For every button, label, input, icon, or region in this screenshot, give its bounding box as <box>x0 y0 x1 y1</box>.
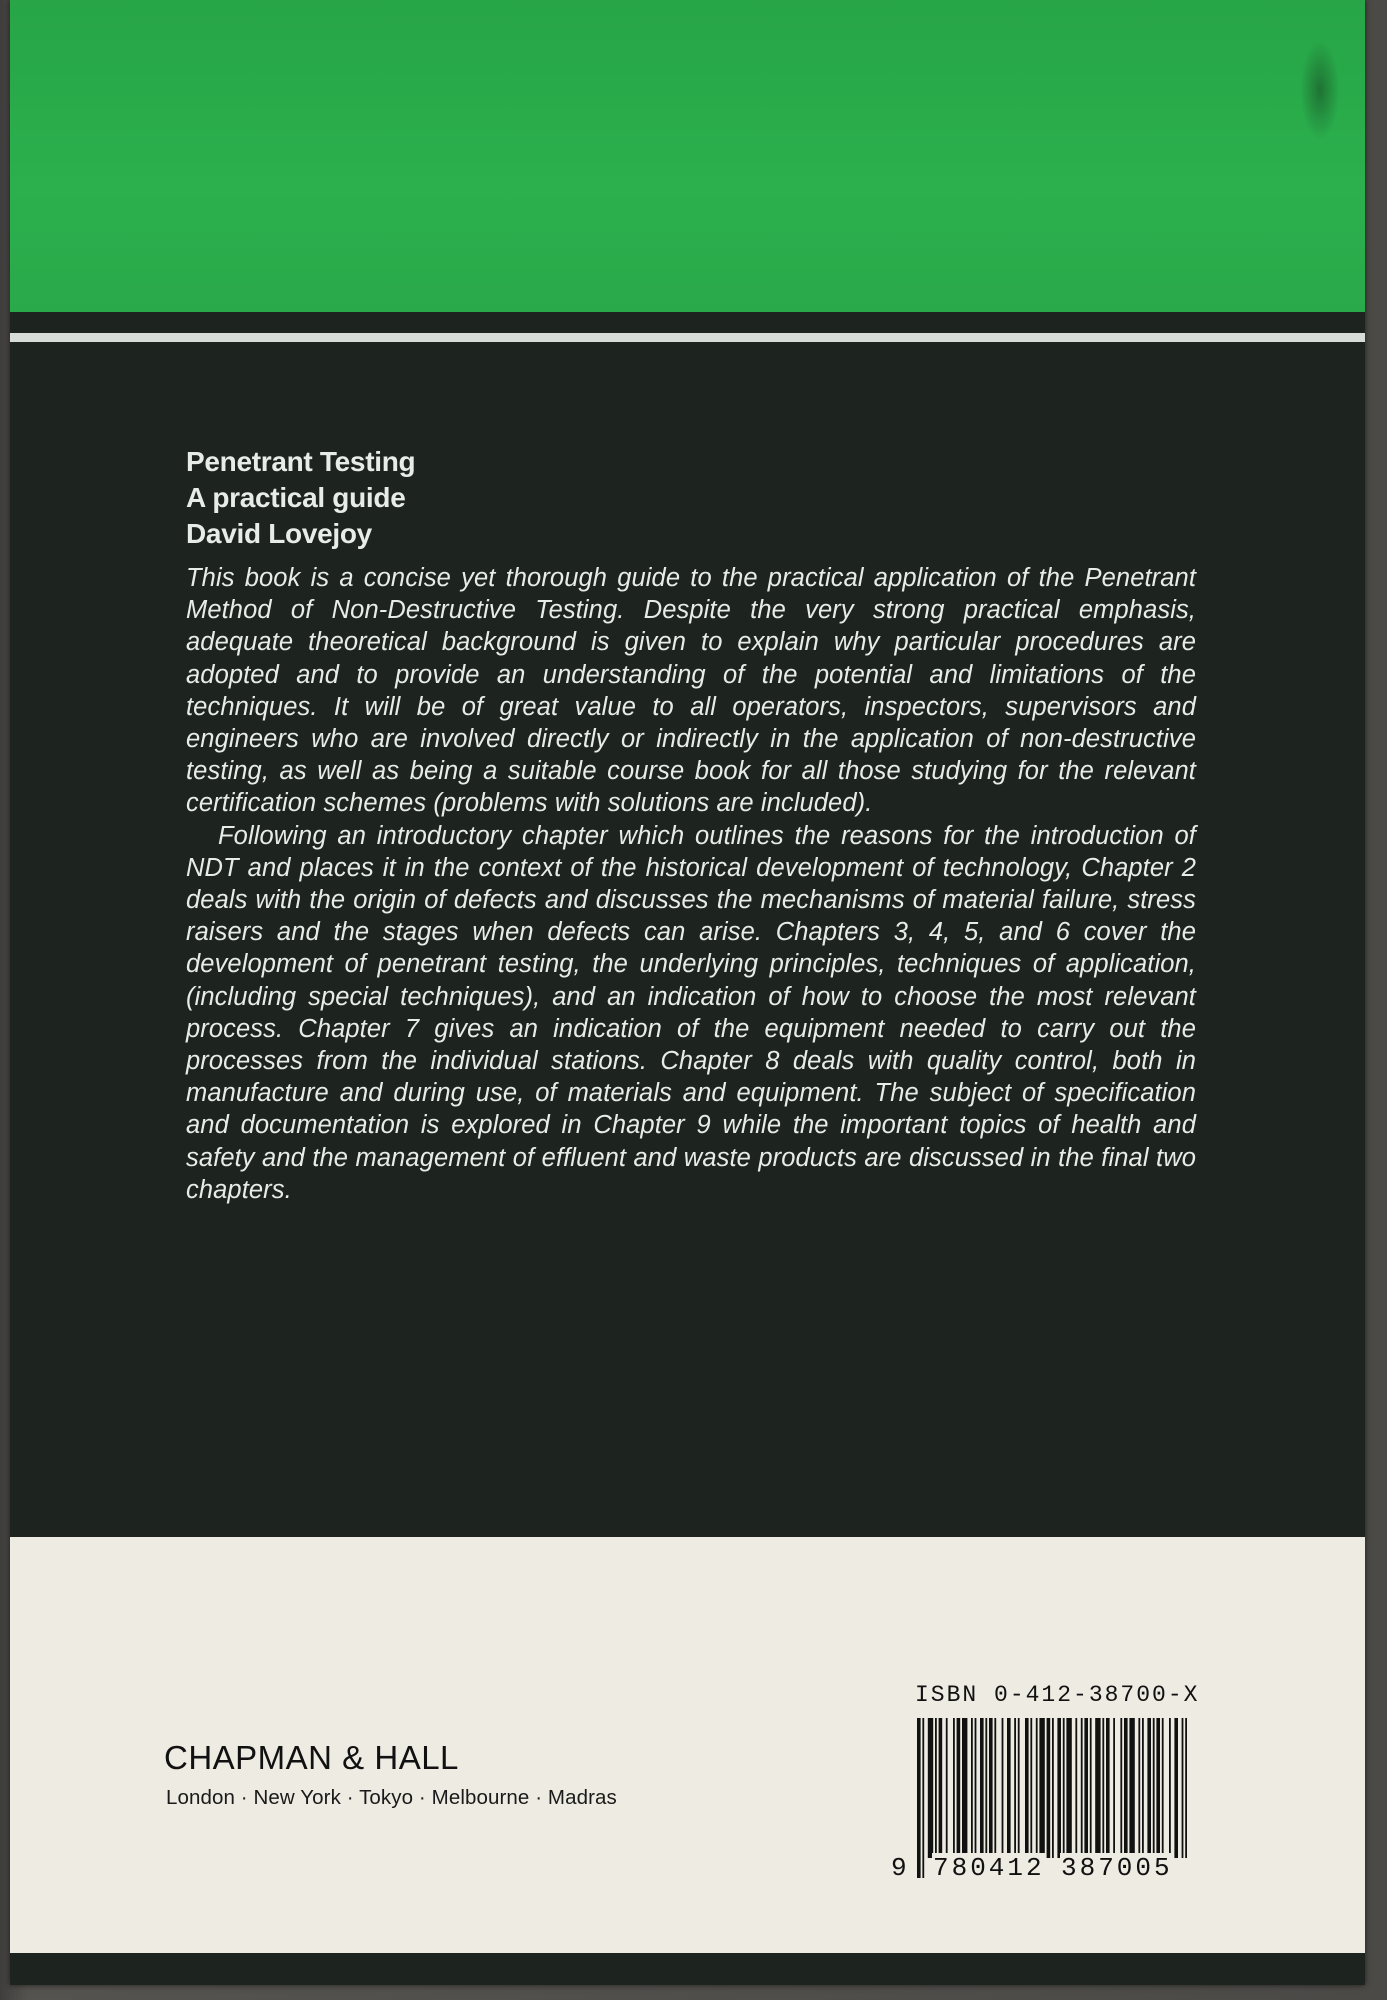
green-band <box>10 0 1365 312</box>
barcode-digits-right: 387005 <box>1061 1853 1173 1883</box>
barcode-bar <box>1052 1718 1054 1858</box>
cover-crease <box>1300 40 1340 140</box>
barcode-bar <box>1039 1718 1044 1858</box>
barcode-digit-first: 9 <box>891 1853 907 1883</box>
barcode-bar <box>1014 1718 1016 1858</box>
barcode-bar <box>1007 1718 1011 1858</box>
barcode-bar <box>1147 1718 1151 1858</box>
book-author: David Lovejoy <box>186 518 372 549</box>
barcode-bar <box>1106 1718 1110 1858</box>
barcode-bar <box>1129 1718 1134 1858</box>
barcode-bar <box>1120 1718 1122 1858</box>
blurb-block <box>186 444 1196 1206</box>
blurb-paragraph-2: Following an introductory chapter which outlines the reasons for the introduction of NDT and places it in the context of the historical development of technology, Chapter 2 deals with the origin of defects and discusses the mechanisms of material failure, stress raisers and the stages when defects can arise. Chapters 3, 4, 5, and 6 cover the development of penetrant testing, the underlying principles, techniques of application, (including special techniques), and an indication of how to choose the most relevant process. Chapter 7 gives an indication of the equipment needed to carry out the processes from the individual stations. Chapter 8 deals with quality control, both in manufacture and during use, of materials and equipment. The subject of specification and documentation is explored in Chapter 9 while the important topics of health and safety and the management of effluent and waste products are discussed in the final two chapters. <box>186 821 1196 1204</box>
barcode-bar <box>1174 1718 1178 1858</box>
barcode-bar <box>1142 1718 1144 1858</box>
barcode-bar <box>1057 1718 1061 1858</box>
barcode-bar <box>980 1718 984 1858</box>
barcode-bar <box>935 1718 937 1858</box>
barcode-bar <box>971 1718 973 1858</box>
barcode-bar <box>1063 1718 1065 1858</box>
white-stripe <box>10 333 1365 342</box>
barcode-bar <box>985 1718 987 1858</box>
barcode-digits-left: 780412 <box>933 1853 1045 1883</box>
barcode-bar <box>1138 1718 1140 1858</box>
barcode-bar <box>975 1718 977 1858</box>
barcode-bar <box>957 1718 961 1858</box>
barcode-bar <box>1102 1718 1104 1858</box>
barcode-bar <box>1095 1718 1100 1858</box>
barcode-bar <box>946 1718 948 1858</box>
barcode-bar <box>962 1718 967 1858</box>
barcode-bar <box>922 1718 924 1878</box>
isbn-label: ISBN 0-412-38700-X <box>915 1682 1200 1708</box>
barcode-bar <box>989 1718 993 1858</box>
barcode-bar <box>1156 1718 1160 1858</box>
barcode-bar <box>1018 1718 1020 1858</box>
barcode-bar <box>1124 1718 1128 1858</box>
barcode-bar <box>953 1718 955 1858</box>
blurb-paragraph-1: This book is a concise yet thorough guide to the practical application of the Penetrant Method of Non-Destructive Testing. Despite the very strong practical emphasis, adequate theoretical background is given to explain why particular procedures are adopted and to provide an understanding of the potential and limitations of the techniques. It will be of great value to all operators, inspectors, supervisors and engineers who are involved directly or indirectly in the application of non-destructive testing, as well as being a suitable course book for all those studying for the relevant certification schemes (problems with solutions are included). <box>186 564 1196 818</box>
barcode-bar <box>1153 1718 1155 1858</box>
barcode-bar <box>917 1718 921 1878</box>
book-title: Penetrant Testing <box>186 446 416 477</box>
barcode-bar <box>928 1718 933 1858</box>
barcode-bar <box>1030 1718 1032 1858</box>
barcode-bar <box>1066 1718 1071 1858</box>
barcode-bar <box>1036 1718 1038 1858</box>
barcode-bar <box>1182 1718 1184 1858</box>
barcode-bar <box>939 1718 943 1858</box>
barcode-bar <box>1185 1718 1187 1858</box>
barcode-bar <box>1025 1718 1029 1858</box>
barcode-bar <box>1113 1718 1115 1858</box>
publisher-cities: London · New York · Tokyo · Melbourne · Madras <box>166 1786 617 1809</box>
barcode-bar <box>1047 1718 1051 1858</box>
book-subtitle: A practical guide <box>186 482 406 513</box>
publisher-name: CHAPMAN & HALL <box>164 1739 459 1776</box>
